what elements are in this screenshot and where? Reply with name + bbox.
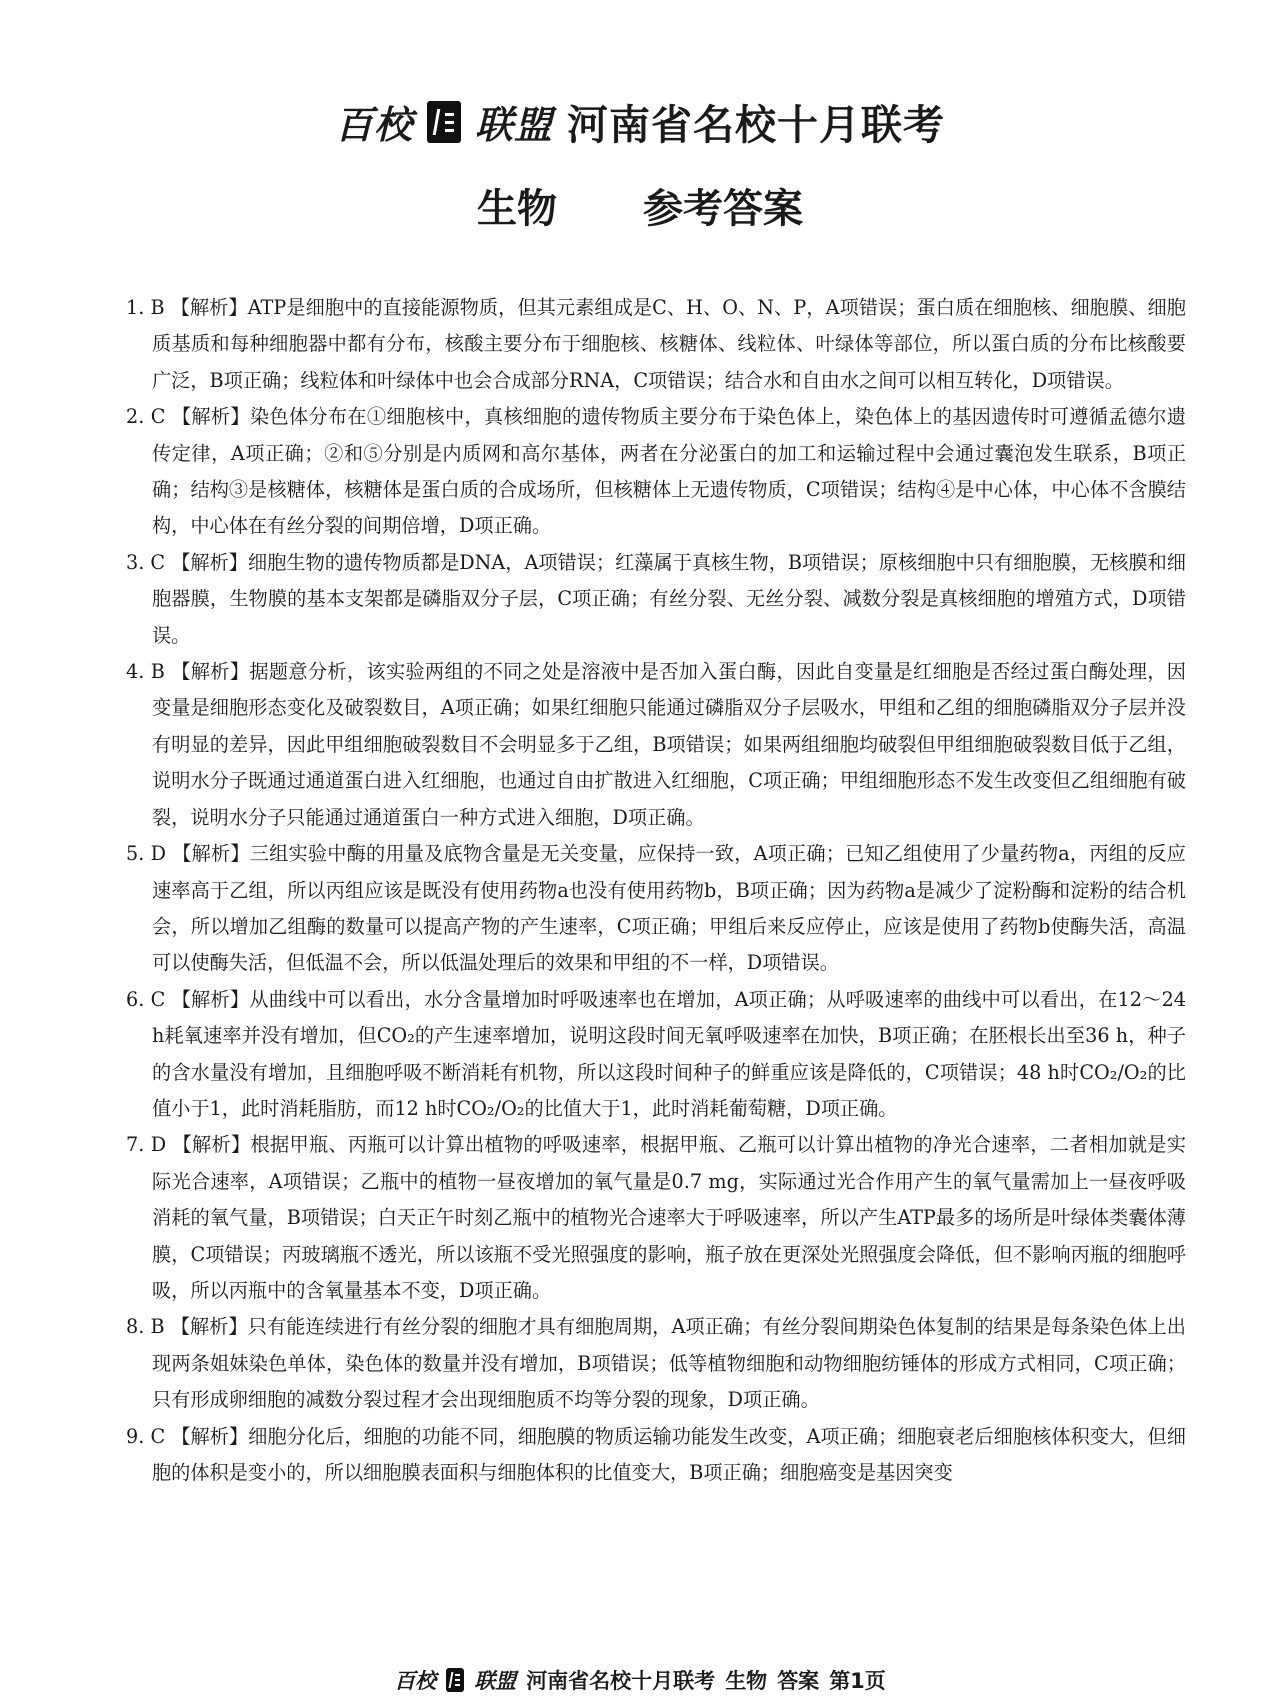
answer-item-2: 2. C 【解析】染色体分布在①细胞核中，真核细胞的遗传物质主要分布于染色体上，染色体上的基因遗传时可遵循孟德尔遗传定律，A项正确；②和⑤分别是内质网和高尔基体，两者在分泌蛋白的加工和运输过程中会通过囊泡发生联系，B项正确；结构③是核糖体，核糖体是蛋白质的合成场所，但核糖体上无遗传物质，C项错误；结构④是中心体，中心体不含膜结构，中心体在有丝分裂的间期倍增，D项正确。 bbox=[126, 405, 1186, 538]
answer-item-6: 6. C 【解析】从曲线中可以看出，水分含量增加时呼吸速率也在增加，A项正确；从呼吸速率的曲线中可以看出，在12～24 h耗氧速率并没有增加，但CO₂的产生速率增加，说明这段时间无氧呼吸速率在加快，B项正确；在胚根长出至36 h，种子的含水量没有增加，且细胞呼吸不断消耗有机物，所以这段时间种子的鲜重应该是降低的，C项错误；48 h时CO₂/O₂的比值小于1，此时消耗脂肪，而12 h时CO₂/O₂的比值大于1，此时消耗葡萄糖，D项正确。 bbox=[126, 987, 1186, 1120]
subject-title: 生物 bbox=[477, 186, 557, 232]
answer-item-3: 3. C 【解析】细胞生物的遗传物质都是DNA，A项错误；红藻属于真核生物，B项错误；原核细胞中只有细胞膜，无核膜和细胞器膜，生物膜的基本支架都是磷脂双分子层，C项正确；有丝分裂、无丝分裂、减数分裂是真核细胞的增殖方式，D项错误。 bbox=[126, 550, 1186, 647]
page-footer bbox=[0, 1665, 1280, 1695]
footer-subject: 生物 bbox=[725, 1669, 768, 1693]
answer-item-8: 8. B 【解析】只有能连续进行有丝分裂的细胞才具有细胞周期，A项正确；有丝分裂间期染色体复制的结果是每条染色体上出现两条姐妹染色单体，染色体的数量并没有增加，B项错误；低等植物细胞和动物细胞纺锤体的形成方式相同，C项正确；只有形成卵细胞的减数分裂过程才会出现细胞质不均等分裂的现象，D项正确。 bbox=[126, 1315, 1186, 1412]
answer-item-5: 5. D 【解析】三组实验中酶的用量及底物含量是无关变量，应保持一致，A项正确；已知乙组使用了少量药物a，丙组的反应速率高于乙组，所以丙组应该是既没有使用药物a也没有使用药物b，B项正确；因为药物a是减少了淀粉酶和淀粉的结合机会，所以增加乙组酶的数量可以提高产物的产生速率，C项正确；甲组后来反应停止，应该是使用了药物b使酶失活，高温可以使酶失活，但低温不会，所以低温处理后的效果和甲组的不一样，D项错误。 bbox=[126, 842, 1186, 975]
doc-type-title: 参考答案 bbox=[643, 186, 803, 232]
brand-name-right: 联盟 bbox=[475, 102, 554, 147]
brand-name-left: 百校 bbox=[334, 102, 413, 147]
footer-doc-type: 答案 bbox=[777, 1669, 820, 1693]
answer-item-1: 1. B 【解析】ATP是细胞中的直接能源物质，但其元素组成是C、H、O、N、P，A项错误；蛋白质在细胞核、细胞膜、细胞质基质和每种细胞器中都有分布，核酸主要分布于细胞核、核糖体、线粒体、叶绿体等部位，所以蛋白质的分布比核酸要广泛，B项正确；线粒体和叶绿体中也会合成部分RNA，C项错误；结合水和自由水之间可以相互转化，D项错误。 bbox=[126, 296, 1186, 392]
footer-brand-right: 联盟 bbox=[474, 1668, 517, 1693]
answer-item-4: 4. B 【解析】据题意分析，该实验两组的不同之处是溶液中是否加入蛋白酶，因此自变量是红细胞是否经过蛋白酶处理，因变量是细胞形态变化及破裂数目，A项正确；如果红细胞只能通过磷脂双分子层吸水，甲组和乙组的细胞磷脂双分子层并没有明显的差异，因此甲组细胞破裂数目不会明显多于乙组，B项错误；如果两组细胞均破裂但甲组细胞破裂数目低于乙组，说明水分子既通过通道蛋白进入红细胞，也通过自由扩散进入红细胞，C项正确；甲组细胞形态不发生改变但乙组细胞有破裂，说明水分子只能通过通道蛋白一种方式进入细胞，D项正确。 bbox=[126, 660, 1186, 829]
footer-page-number: 第1页 bbox=[829, 1669, 886, 1693]
footer-brand-left: 百校 bbox=[394, 1668, 437, 1693]
answer-list bbox=[126, 290, 1186, 1491]
title-line bbox=[0, 92, 1280, 151]
page-header bbox=[0, 92, 1280, 234]
brand-seal-icon bbox=[427, 101, 461, 143]
answer-item-9: 9. C 【解析】细胞分化后，细胞的功能不同，细胞膜的物质运输功能发生改变，A项正确；细胞衰老后细胞核体积变大，但细胞的体积是变小的，所以细胞膜表面积与细胞体积的比值变大，B项正确；细胞癌变是基因突变 bbox=[126, 1424, 1186, 1484]
exam-title: 河南省名校十月联考 bbox=[567, 101, 946, 149]
footer-exam: 河南省名校十月联考 bbox=[526, 1669, 716, 1693]
footer-seal-icon bbox=[446, 1668, 464, 1692]
subtitle bbox=[0, 177, 1280, 234]
answer-item-7: 7. D 【解析】根据甲瓶、丙瓶可以计算出植物的呼吸速率，根据甲瓶、乙瓶可以计算出植物的净光合速率，二者相加就是实际光合速率，A项错误；乙瓶中的植物一昼夜增加的氧气量是0.7 mg，实际通过光合作用产生的氧气量需加上一昼夜呼吸消耗的氧气量，B项错误；白天正午时刻乙瓶中的植物光合速率大于呼吸速率，所以产生ATP最多的场所是叶绿体类囊体薄膜，C项错误；丙玻璃瓶不透光，所以该瓶不受光照强度的影响，瓶子放在更深处光照强度会降低，但不影响丙瓶的细胞呼吸，所以丙瓶中的含氧量基本不变，D项正确。 bbox=[126, 1133, 1186, 1302]
